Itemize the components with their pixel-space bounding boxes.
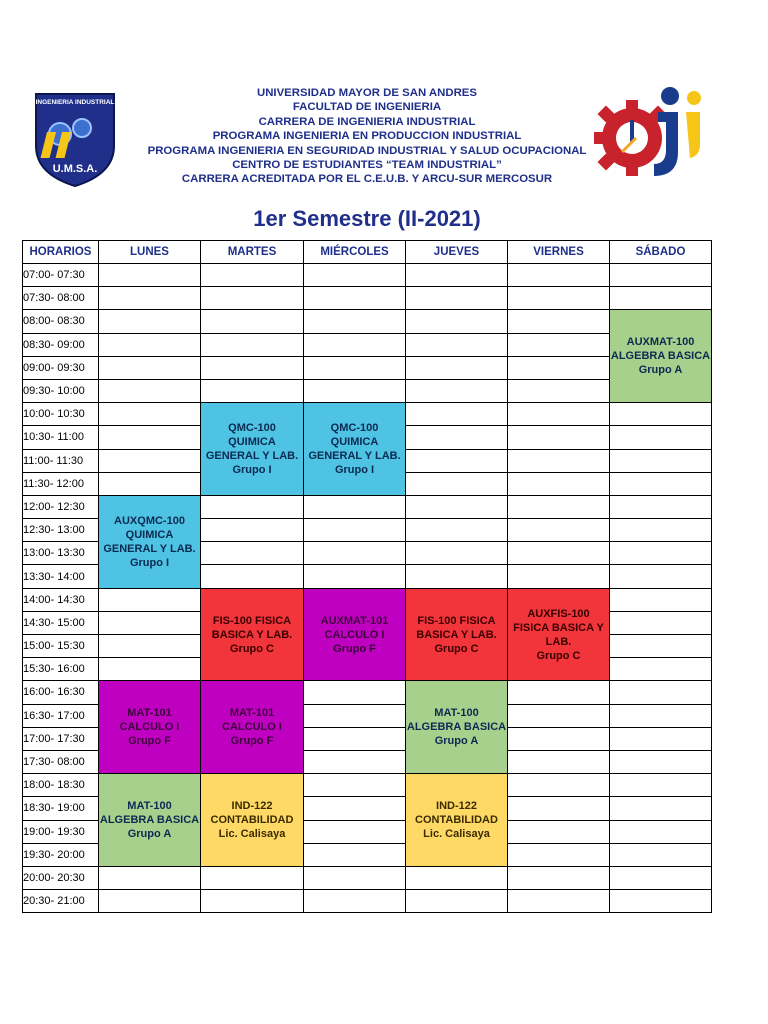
time-slot: 18:30- 19:00 bbox=[23, 797, 99, 820]
class-line: QMC-100 bbox=[228, 422, 276, 434]
empty-cell bbox=[99, 611, 201, 634]
class-block bbox=[201, 403, 304, 496]
empty-cell bbox=[304, 495, 406, 518]
class-block bbox=[610, 310, 712, 403]
time-slot: 13:00- 13:30 bbox=[23, 542, 99, 565]
class-line: Grupo A bbox=[434, 735, 479, 748]
empty-cell bbox=[201, 542, 304, 565]
empty-cell bbox=[406, 287, 508, 310]
table-row bbox=[23, 588, 712, 611]
class-line: CONTABILIDAD bbox=[415, 814, 498, 826]
time-slot: 14:30- 15:00 bbox=[23, 611, 99, 634]
time-slot: 07:00- 07:30 bbox=[23, 264, 99, 287]
time-slot: 12:30- 13:00 bbox=[23, 519, 99, 542]
column-header: MIÉRCOLES bbox=[304, 241, 406, 264]
class-line: QUIMICA bbox=[228, 436, 276, 448]
class-line: Grupo F bbox=[333, 642, 376, 655]
column-header: LUNES bbox=[99, 241, 201, 264]
class-line: QUIMICA bbox=[330, 436, 379, 448]
class-block bbox=[508, 588, 610, 681]
class-line: FIS-100 FISICA bbox=[417, 614, 496, 627]
table-row bbox=[23, 379, 712, 402]
empty-cell bbox=[304, 820, 406, 843]
empty-cell bbox=[406, 264, 508, 287]
empty-cell bbox=[610, 565, 712, 588]
table-row bbox=[23, 403, 712, 426]
empty-cell bbox=[508, 403, 610, 426]
class-line: CALCULO I bbox=[222, 721, 282, 734]
empty-cell bbox=[610, 449, 712, 472]
class-block bbox=[201, 681, 304, 774]
empty-cell bbox=[610, 866, 712, 889]
class-line: Lic. Calisaya bbox=[423, 828, 490, 840]
empty-cell bbox=[406, 356, 508, 379]
header-line: UNIVERSIDAD MAYOR DE SAN ANDRES bbox=[256, 87, 478, 99]
empty-cell bbox=[406, 495, 508, 518]
class-line: Grupo F bbox=[230, 735, 274, 748]
empty-cell bbox=[304, 774, 406, 797]
empty-cell bbox=[304, 310, 406, 333]
empty-cell bbox=[508, 495, 610, 518]
empty-cell bbox=[508, 890, 610, 913]
empty-cell bbox=[610, 727, 712, 750]
empty-cell bbox=[304, 379, 406, 402]
class-block bbox=[99, 495, 201, 588]
empty-cell bbox=[406, 519, 508, 542]
empty-cell bbox=[304, 542, 406, 565]
empty-cell bbox=[508, 264, 610, 287]
empty-cell bbox=[99, 890, 201, 913]
empty-cell bbox=[201, 333, 304, 356]
class-block bbox=[99, 681, 201, 774]
empty-cell bbox=[406, 426, 508, 449]
class-block bbox=[406, 588, 508, 681]
empty-cell bbox=[304, 519, 406, 542]
empty-cell bbox=[406, 310, 508, 333]
empty-cell bbox=[406, 333, 508, 356]
time-slot: 18:00- 18:30 bbox=[23, 774, 99, 797]
empty-cell bbox=[304, 333, 406, 356]
empty-cell bbox=[508, 287, 610, 310]
column-header: SÁBADO bbox=[610, 241, 712, 264]
class-line: Grupo I bbox=[232, 464, 272, 476]
time-slot: 09:00- 09:30 bbox=[23, 356, 99, 379]
class-line: MAT-101 bbox=[127, 707, 172, 720]
class-block bbox=[304, 588, 406, 681]
empty-cell bbox=[99, 635, 201, 658]
class-line: Grupo C bbox=[230, 642, 274, 655]
empty-cell bbox=[508, 333, 610, 356]
column-header: MARTES bbox=[201, 241, 304, 264]
time-slot: 19:30- 20:00 bbox=[23, 843, 99, 866]
institution-header bbox=[140, 86, 594, 187]
empty-cell bbox=[304, 264, 406, 287]
class-block bbox=[304, 403, 406, 496]
empty-cell bbox=[406, 472, 508, 495]
empty-cell bbox=[508, 449, 610, 472]
empty-cell bbox=[304, 704, 406, 727]
class-block bbox=[201, 588, 304, 681]
class-line: MAT-100 bbox=[127, 800, 172, 812]
empty-cell bbox=[99, 264, 201, 287]
empty-cell bbox=[406, 403, 508, 426]
empty-cell bbox=[201, 866, 304, 889]
empty-cell bbox=[610, 774, 712, 797]
empty-cell bbox=[508, 681, 610, 704]
empty-cell bbox=[508, 797, 610, 820]
empty-cell bbox=[201, 310, 304, 333]
schedule-table bbox=[22, 240, 712, 913]
empty-cell bbox=[610, 264, 712, 287]
time-slot: 11:00- 11:30 bbox=[23, 449, 99, 472]
empty-cell bbox=[406, 866, 508, 889]
table-row bbox=[23, 333, 712, 356]
empty-cell bbox=[406, 890, 508, 913]
class-line: BASICA Y LAB. bbox=[211, 628, 293, 641]
table-row bbox=[23, 890, 712, 913]
class-line: GENERAL Y LAB. bbox=[308, 450, 401, 462]
empty-cell bbox=[201, 565, 304, 588]
time-slot: 16:00- 16:30 bbox=[23, 681, 99, 704]
time-slot: 08:30- 09:00 bbox=[23, 333, 99, 356]
umsa-logo bbox=[30, 88, 120, 188]
empty-cell bbox=[610, 820, 712, 843]
class-line: QUIMICA bbox=[125, 528, 174, 541]
empty-cell bbox=[610, 797, 712, 820]
empty-cell bbox=[99, 426, 201, 449]
empty-cell bbox=[508, 704, 610, 727]
empty-cell bbox=[304, 750, 406, 773]
class-line: CONTABILIDAD bbox=[210, 814, 294, 826]
empty-cell bbox=[610, 681, 712, 704]
table-header-row bbox=[23, 241, 712, 264]
empty-cell bbox=[610, 658, 712, 681]
header-line: CENTRO DE ESTUDIANTES “TEAM INDUSTRIAL” bbox=[232, 159, 502, 172]
empty-cell bbox=[99, 449, 201, 472]
empty-cell bbox=[610, 704, 712, 727]
class-line: Grupo C bbox=[536, 649, 581, 662]
logo-left-abbrev: U.M.S.A. bbox=[52, 163, 98, 175]
empty-cell bbox=[610, 519, 712, 542]
empty-cell bbox=[610, 287, 712, 310]
column-header: HORARIOS bbox=[23, 241, 99, 264]
empty-cell bbox=[201, 264, 304, 287]
empty-cell bbox=[201, 495, 304, 518]
class-line: AUXMAT-100 bbox=[626, 336, 695, 349]
header-line: PROGRAMA INGENIERIA EN SEGURIDAD INDUSTRIAL Y SALUD OCUPACIONAL bbox=[147, 144, 587, 157]
empty-cell bbox=[406, 542, 508, 565]
empty-cell bbox=[610, 890, 712, 913]
empty-cell bbox=[610, 843, 712, 866]
class-line: Grupo C bbox=[434, 642, 479, 655]
logo-left-text: INGENIERIA INDUSTRIAL bbox=[35, 99, 115, 106]
class-block bbox=[201, 774, 304, 867]
class-line: CALCULO I bbox=[324, 628, 385, 641]
class-line: ALGEBRA BASICA bbox=[610, 350, 711, 363]
class-line: GENERAL Y LAB. bbox=[205, 450, 299, 462]
empty-cell bbox=[201, 287, 304, 310]
class-line: MAT-100 bbox=[434, 707, 479, 720]
table-row bbox=[23, 264, 712, 287]
empty-cell bbox=[201, 519, 304, 542]
class-line: LAB. bbox=[545, 635, 572, 648]
header-line: FACULTAD DE INGENIERIA bbox=[292, 101, 442, 114]
class-block bbox=[406, 774, 508, 867]
empty-cell bbox=[304, 287, 406, 310]
column-header: JUEVES bbox=[406, 241, 508, 264]
time-slot: 15:00- 15:30 bbox=[23, 635, 99, 658]
empty-cell bbox=[99, 356, 201, 379]
column-header: VIERNES bbox=[508, 241, 610, 264]
empty-cell bbox=[508, 750, 610, 773]
empty-cell bbox=[610, 611, 712, 634]
class-line: Grupo I bbox=[129, 556, 170, 569]
time-slot: 10:30- 11:00 bbox=[23, 426, 99, 449]
header-line: CARRERA DE INGENIERIA INDUSTRIAL bbox=[258, 115, 476, 128]
empty-cell bbox=[610, 426, 712, 449]
time-slot: 17:30- 08:00 bbox=[23, 750, 99, 773]
page-title: 1er Semestre (II-2021) bbox=[253, 206, 481, 231]
class-line: GENERAL Y LAB. bbox=[103, 542, 196, 555]
team-industrial-logo bbox=[592, 82, 704, 188]
empty-cell bbox=[99, 287, 201, 310]
empty-cell bbox=[406, 449, 508, 472]
class-line: Grupo I bbox=[334, 464, 375, 476]
time-slot: 16:30- 17:00 bbox=[23, 704, 99, 727]
empty-cell bbox=[610, 542, 712, 565]
time-slot: 19:00- 19:30 bbox=[23, 820, 99, 843]
time-slot: 12:00- 12:30 bbox=[23, 495, 99, 518]
empty-cell bbox=[99, 866, 201, 889]
class-line: MAT-101 bbox=[229, 707, 275, 720]
empty-cell bbox=[508, 774, 610, 797]
class-line: AUXFIS-100 bbox=[527, 607, 590, 620]
empty-cell bbox=[304, 797, 406, 820]
time-slot: 20:30- 21:00 bbox=[23, 890, 99, 913]
empty-cell bbox=[304, 843, 406, 866]
time-slot: 10:00- 10:30 bbox=[23, 403, 99, 426]
time-slot: 13:30- 14:00 bbox=[23, 565, 99, 588]
table-row bbox=[23, 495, 712, 518]
empty-cell bbox=[508, 866, 610, 889]
empty-cell bbox=[508, 426, 610, 449]
empty-cell bbox=[508, 727, 610, 750]
time-slot: 11:30- 12:00 bbox=[23, 472, 99, 495]
class-line: ALGEBRA BASICA bbox=[99, 814, 200, 826]
class-line: IND-122 bbox=[231, 800, 273, 812]
time-slot: 20:00- 20:30 bbox=[23, 866, 99, 889]
class-block bbox=[406, 681, 508, 774]
empty-cell bbox=[201, 356, 304, 379]
time-slot: 14:00- 14:30 bbox=[23, 588, 99, 611]
empty-cell bbox=[610, 403, 712, 426]
class-line: Grupo A bbox=[638, 364, 683, 377]
empty-cell bbox=[304, 866, 406, 889]
empty-cell bbox=[99, 403, 201, 426]
empty-cell bbox=[508, 820, 610, 843]
class-line: BASICA Y LAB. bbox=[416, 628, 497, 641]
empty-cell bbox=[304, 681, 406, 704]
empty-cell bbox=[304, 356, 406, 379]
empty-cell bbox=[99, 310, 201, 333]
empty-cell bbox=[99, 333, 201, 356]
empty-cell bbox=[304, 565, 406, 588]
class-line: AUXMAT-101 bbox=[320, 614, 389, 627]
class-line: AUXQMC-100 bbox=[114, 514, 185, 527]
empty-cell bbox=[508, 310, 610, 333]
time-slot: 08:00- 08:30 bbox=[23, 310, 99, 333]
empty-cell bbox=[99, 588, 201, 611]
empty-cell bbox=[304, 890, 406, 913]
empty-cell bbox=[508, 472, 610, 495]
header-line: CARRERA ACREDITADA POR EL C.E.U.B. Y ARCU-SUR MERCOSUR bbox=[181, 173, 553, 186]
table-row bbox=[23, 356, 712, 379]
class-line: QMC-100 bbox=[330, 422, 379, 434]
table-row bbox=[23, 774, 712, 797]
header-line: PROGRAMA INGENIERIA EN PRODUCCION INDUSTRIAL bbox=[212, 130, 522, 143]
empty-cell bbox=[610, 635, 712, 658]
empty-cell bbox=[201, 890, 304, 913]
class-line: IND-122 bbox=[436, 800, 477, 812]
time-slot: 07:30- 08:00 bbox=[23, 287, 99, 310]
empty-cell bbox=[304, 727, 406, 750]
empty-cell bbox=[610, 472, 712, 495]
table-row bbox=[23, 287, 712, 310]
class-line: Lic. Calisaya bbox=[218, 828, 286, 840]
class-line: Grupo F bbox=[128, 735, 171, 748]
time-slot: 09:30- 10:00 bbox=[23, 379, 99, 402]
empty-cell bbox=[99, 472, 201, 495]
empty-cell bbox=[201, 379, 304, 402]
table-row bbox=[23, 866, 712, 889]
table-row bbox=[23, 310, 712, 333]
class-line: FIS-100 FISICA bbox=[212, 614, 292, 627]
empty-cell bbox=[610, 750, 712, 773]
table-row bbox=[23, 681, 712, 704]
empty-cell bbox=[508, 519, 610, 542]
time-slot: 17:00- 17:30 bbox=[23, 727, 99, 750]
class-block bbox=[99, 774, 201, 867]
class-line: ALGEBRA BASICA bbox=[406, 721, 507, 734]
empty-cell bbox=[610, 495, 712, 518]
empty-cell bbox=[99, 379, 201, 402]
time-slot: 15:30- 16:00 bbox=[23, 658, 99, 681]
empty-cell bbox=[508, 843, 610, 866]
empty-cell bbox=[99, 658, 201, 681]
empty-cell bbox=[406, 379, 508, 402]
class-line: Grupo A bbox=[127, 828, 172, 840]
empty-cell bbox=[508, 356, 610, 379]
empty-cell bbox=[508, 565, 610, 588]
empty-cell bbox=[508, 542, 610, 565]
empty-cell bbox=[406, 565, 508, 588]
empty-cell bbox=[508, 379, 610, 402]
empty-cell bbox=[610, 588, 712, 611]
class-line: CALCULO I bbox=[119, 721, 180, 734]
class-line: FISICA BASICA Y bbox=[513, 621, 604, 634]
